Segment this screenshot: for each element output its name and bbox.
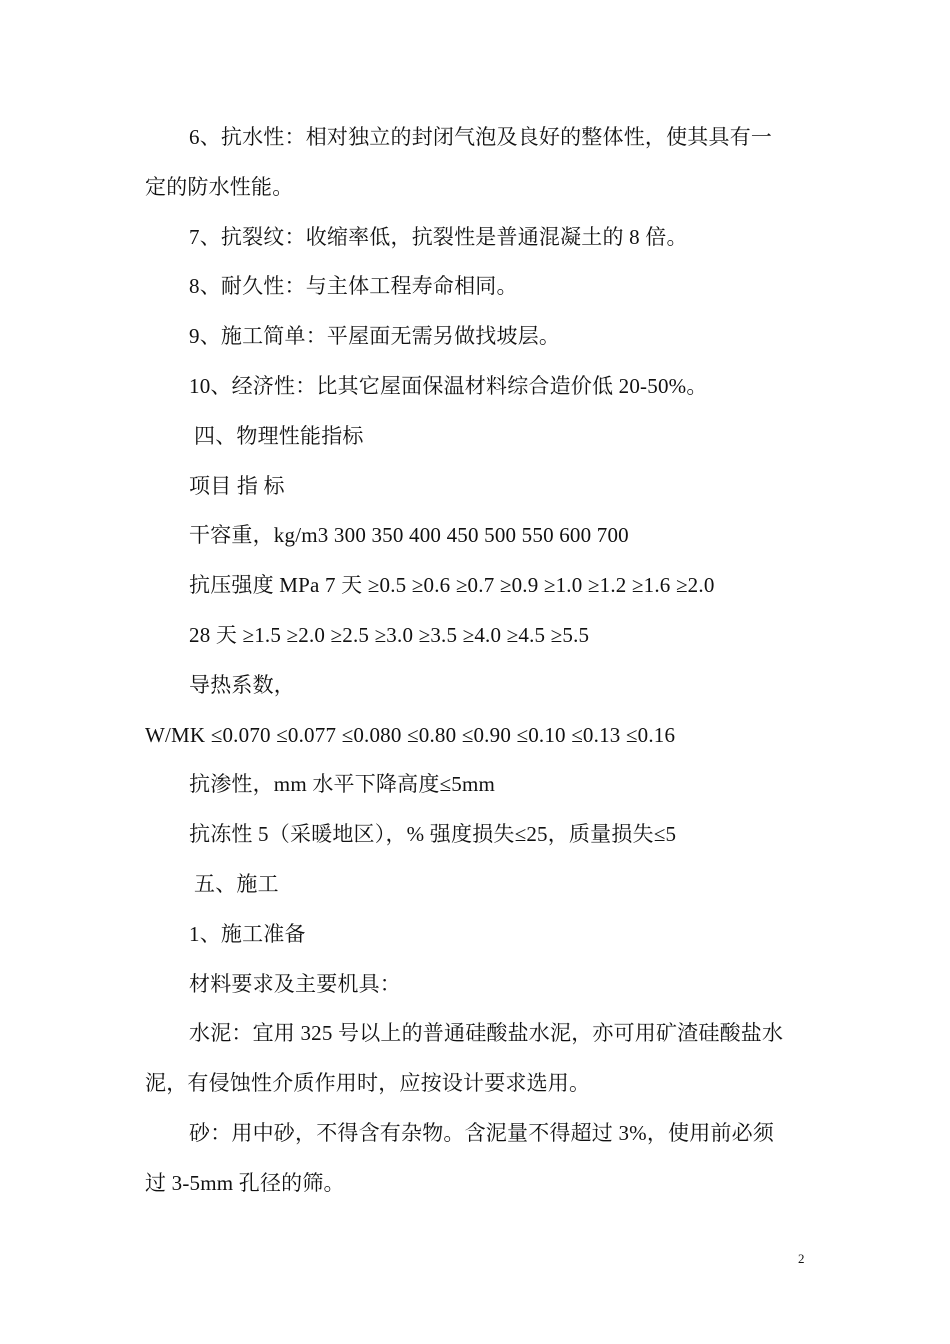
text-line: 砂：用中砂，不得含有杂物。含泥量不得超过 3%，使用前必须 xyxy=(189,1121,775,1145)
text-line: 6、抗水性：相对独立的封闭气泡及良好的整体性，使其具有一 xyxy=(189,125,773,149)
text-line: 项目 指 标 xyxy=(189,474,285,498)
text-line: 7、抗裂纹：收缩率低，抗裂性是普通混凝土的 8 倍。 xyxy=(189,225,688,249)
page-number: 2 xyxy=(798,1251,805,1266)
text-line: 28 天 ≥1.5 ≥2.0 ≥2.5 ≥3.0 ≥3.5 ≥4.0 ≥4.5 ≥5.5 xyxy=(189,623,590,647)
text-line: 8、耐久性：与主体工程寿命相同。 xyxy=(189,274,518,298)
section-heading: 四、物理性能指标 xyxy=(194,424,364,448)
text-line: 定的防水性能。 xyxy=(145,175,294,199)
text-line: 抗压强度 MPa 7 天 ≥0.5 ≥0.6 ≥0.7 ≥0.9 ≥1.0 ≥1.2 ≥1.6 ≥2.0 xyxy=(189,573,715,597)
text-line: 干容重，kg/m3 300 350 400 450 500 550 600 700 xyxy=(189,523,629,547)
text-line: 水泥：宜用 325 号以上的普通硅酸盐水泥，亦可用矿渣硅酸盐水 xyxy=(189,1021,784,1045)
text-line: 材料要求及主要机具： xyxy=(189,972,401,996)
text-line: 1、施工准备 xyxy=(189,922,306,946)
text-line: 10、经济性：比其它屋面保温材料综合造价低 20-50%。 xyxy=(189,374,708,398)
text-line: 导热系数， xyxy=(189,673,295,697)
text-line: W/MK ≤0.070 ≤0.077 ≤0.080 ≤0.80 ≤0.90 ≤0.10 ≤0.13 ≤0.16 xyxy=(145,723,676,747)
text-line: 泥，有侵蚀性介质作用时，应按设计要求选用。 xyxy=(145,1071,591,1095)
text-line: 过 3-5mm 孔径的筛。 xyxy=(145,1171,345,1195)
text-line: 抗渗性，mm 水平下降高度≤5mm xyxy=(189,772,496,796)
section-heading: 五、施工 xyxy=(194,872,279,896)
text-line: 9、施工简单：平屋面无需另做找坡层。 xyxy=(189,324,561,348)
text-line: 抗冻性 5（采暖地区），% 强度损失≤25，质量损失≤5 xyxy=(189,822,677,846)
